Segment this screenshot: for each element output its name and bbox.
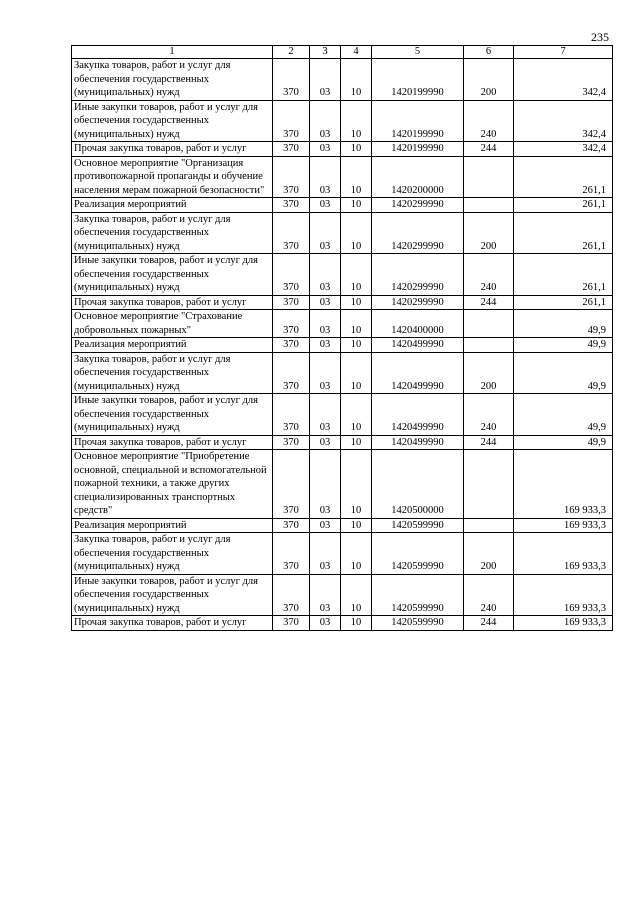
row-amount-cell: 49,9 [514, 352, 613, 394]
row-amount-cell: 261,1 [514, 212, 613, 254]
row-col4-cell: 10 [341, 435, 372, 450]
row-name-cell: Прочая закупка товаров, работ и услуг [72, 435, 273, 450]
table-row [72, 338, 613, 353]
row-col4-cell: 10 [341, 59, 372, 101]
table-row [72, 156, 613, 198]
row-col2-cell: 370 [273, 142, 310, 157]
row-name-cell: Прочая закупка товаров, работ и услуг [72, 295, 273, 310]
row-expense-type-cell: 200 [464, 352, 514, 394]
row-col3-cell: 03 [310, 254, 341, 296]
row-code-cell: 1420200000 [372, 156, 464, 198]
row-expense-type-cell [464, 338, 514, 353]
row-col3-cell: 03 [310, 59, 341, 101]
row-amount-cell: 169 933,3 [514, 616, 613, 631]
row-name-cell: Иные закупки товаров, работ и услуг для обеспечения государственных (муниципальных) нужд [72, 394, 273, 436]
row-col3-cell: 03 [310, 394, 341, 436]
table-row [72, 310, 613, 338]
row-code-cell: 1420400000 [372, 310, 464, 338]
row-name-cell: Основное мероприятие "Организация противопожарной пропаганды и обучение населения мерам пожарной безопасности" [72, 156, 273, 198]
row-col3-cell: 03 [310, 435, 341, 450]
row-code-cell: 1420499990 [372, 352, 464, 394]
row-name-cell: Закупка товаров, работ и услуг для обеспечения государственных (муниципальных) нужд [72, 59, 273, 101]
row-col2-cell: 370 [273, 450, 310, 519]
column-header-5: 5 [372, 46, 464, 59]
table-row [72, 518, 613, 533]
row-expense-type-cell: 244 [464, 295, 514, 310]
row-expense-type-cell [464, 518, 514, 533]
row-col3-cell: 03 [310, 518, 341, 533]
row-expense-type-cell [464, 156, 514, 198]
row-col2-cell: 370 [273, 533, 310, 575]
row-expense-type-cell: 244 [464, 616, 514, 631]
row-code-cell: 1420199990 [372, 59, 464, 101]
row-col3-cell: 03 [310, 533, 341, 575]
row-amount-cell: 261,1 [514, 254, 613, 296]
table-row [72, 100, 613, 142]
table-row [72, 616, 613, 631]
budget-table [71, 45, 613, 631]
row-col2-cell: 370 [273, 616, 310, 631]
row-code-cell: 1420499990 [372, 435, 464, 450]
row-code-cell: 1420499990 [372, 338, 464, 353]
row-amount-cell: 49,9 [514, 310, 613, 338]
row-col3-cell: 03 [310, 450, 341, 519]
table-row [72, 142, 613, 157]
row-col4-cell: 10 [341, 533, 372, 575]
row-col2-cell: 370 [273, 574, 310, 616]
row-col3-cell: 03 [310, 295, 341, 310]
row-code-cell: 1420299990 [372, 295, 464, 310]
row-col2-cell: 370 [273, 394, 310, 436]
row-amount-cell: 342,4 [514, 142, 613, 157]
table-row [72, 394, 613, 436]
row-col2-cell: 370 [273, 310, 310, 338]
row-expense-type-cell: 240 [464, 574, 514, 616]
table-body [72, 59, 613, 631]
row-col2-cell: 370 [273, 254, 310, 296]
row-code-cell: 1420199990 [372, 142, 464, 157]
row-code-cell: 1420599990 [372, 533, 464, 575]
table-row [72, 574, 613, 616]
row-name-cell: Закупка товаров, работ и услуг для обеспечения государственных (муниципальных) нужд [72, 352, 273, 394]
row-col4-cell: 10 [341, 295, 372, 310]
row-col2-cell: 370 [273, 352, 310, 394]
row-col2-cell: 370 [273, 198, 310, 213]
table-row [72, 435, 613, 450]
column-header-4: 4 [341, 46, 372, 59]
row-amount-cell: 49,9 [514, 338, 613, 353]
table-row [72, 450, 613, 519]
row-col4-cell: 10 [341, 156, 372, 198]
row-col4-cell: 10 [341, 212, 372, 254]
row-col4-cell: 10 [341, 100, 372, 142]
row-expense-type-cell: 240 [464, 100, 514, 142]
row-col3-cell: 03 [310, 212, 341, 254]
row-name-cell: Иные закупки товаров, работ и услуг для обеспечения государственных (муниципальных) нужд [72, 574, 273, 616]
row-amount-cell: 49,9 [514, 394, 613, 436]
row-col4-cell: 10 [341, 338, 372, 353]
row-name-cell: Иные закупки товаров, работ и услуг для обеспечения государственных (муниципальных) нужд [72, 100, 273, 142]
row-code-cell: 1420599990 [372, 616, 464, 631]
row-col2-cell: 370 [273, 59, 310, 101]
row-amount-cell: 169 933,3 [514, 518, 613, 533]
row-col3-cell: 03 [310, 352, 341, 394]
row-expense-type-cell [464, 310, 514, 338]
row-col3-cell: 03 [310, 574, 341, 616]
row-col2-cell: 370 [273, 295, 310, 310]
row-code-cell: 1420499990 [372, 394, 464, 436]
row-name-cell: Прочая закупка товаров, работ и услуг [72, 616, 273, 631]
row-col4-cell: 10 [341, 352, 372, 394]
row-code-cell: 1420599990 [372, 574, 464, 616]
row-code-cell: 1420199990 [372, 100, 464, 142]
row-col3-cell: 03 [310, 616, 341, 631]
row-expense-type-cell: 200 [464, 533, 514, 575]
row-col4-cell: 10 [341, 450, 372, 519]
row-code-cell: 1420299990 [372, 254, 464, 296]
column-header-2: 2 [273, 46, 310, 59]
row-col2-cell: 370 [273, 338, 310, 353]
row-col2-cell: 370 [273, 100, 310, 142]
table-row [72, 212, 613, 254]
row-amount-cell: 169 933,3 [514, 533, 613, 575]
row-code-cell: 1420599990 [372, 518, 464, 533]
row-amount-cell: 261,1 [514, 198, 613, 213]
row-name-cell: Закупка товаров, работ и услуг для обеспечения государственных (муниципальных) нужд [72, 212, 273, 254]
row-col2-cell: 370 [273, 518, 310, 533]
row-expense-type-cell: 244 [464, 142, 514, 157]
row-name-cell: Прочая закупка товаров, работ и услуг [72, 142, 273, 157]
row-col4-cell: 10 [341, 394, 372, 436]
row-expense-type-cell: 200 [464, 212, 514, 254]
row-col2-cell: 370 [273, 435, 310, 450]
row-amount-cell: 169 933,3 [514, 574, 613, 616]
row-amount-cell: 49,9 [514, 435, 613, 450]
row-col3-cell: 03 [310, 100, 341, 142]
row-name-cell: Основное мероприятие "Приобретение основной, специальной и вспомогательной пожарной техники, а также других специализированных транспортных средств" [72, 450, 273, 519]
row-name-cell: Основное мероприятие "Страхование добровольных пожарных" [72, 310, 273, 338]
row-expense-type-cell: 200 [464, 59, 514, 101]
row-col4-cell: 10 [341, 310, 372, 338]
row-amount-cell: 342,4 [514, 100, 613, 142]
row-expense-type-cell [464, 450, 514, 519]
column-header-7: 7 [514, 46, 613, 59]
table-row [72, 295, 613, 310]
row-col3-cell: 03 [310, 198, 341, 213]
row-expense-type-cell: 244 [464, 435, 514, 450]
row-expense-type-cell: 240 [464, 394, 514, 436]
row-col4-cell: 10 [341, 254, 372, 296]
page-number: 235 [591, 30, 609, 44]
row-col2-cell: 370 [273, 156, 310, 198]
column-header-6: 6 [464, 46, 514, 59]
row-amount-cell: 261,1 [514, 295, 613, 310]
row-code-cell: 1420500000 [372, 450, 464, 519]
row-col3-cell: 03 [310, 142, 341, 157]
row-name-cell: Иные закупки товаров, работ и услуг для обеспечения государственных (муниципальных) нужд [72, 254, 273, 296]
column-header-1: 1 [72, 46, 273, 59]
row-col3-cell: 03 [310, 310, 341, 338]
row-name-cell: Реализация мероприятий [72, 198, 273, 213]
column-header-3: 3 [310, 46, 341, 59]
row-amount-cell: 261,1 [514, 156, 613, 198]
table-row [72, 59, 613, 101]
row-col4-cell: 10 [341, 616, 372, 631]
table-row [72, 198, 613, 213]
row-col4-cell: 10 [341, 142, 372, 157]
row-col4-cell: 10 [341, 574, 372, 616]
row-expense-type-cell: 240 [464, 254, 514, 296]
row-col2-cell: 370 [273, 212, 310, 254]
table-row [72, 352, 613, 394]
row-amount-cell: 342,4 [514, 59, 613, 101]
row-code-cell: 1420299990 [372, 212, 464, 254]
row-name-cell: Реализация мероприятий [72, 518, 273, 533]
row-col4-cell: 10 [341, 518, 372, 533]
row-code-cell: 1420299990 [372, 198, 464, 213]
row-col3-cell: 03 [310, 156, 341, 198]
table-row [72, 254, 613, 296]
table-row [72, 533, 613, 575]
row-expense-type-cell [464, 198, 514, 213]
row-col3-cell: 03 [310, 338, 341, 353]
row-name-cell: Закупка товаров, работ и услуг для обеспечения государственных (муниципальных) нужд [72, 533, 273, 575]
row-col4-cell: 10 [341, 198, 372, 213]
table-header-row [72, 46, 613, 59]
row-name-cell: Реализация мероприятий [72, 338, 273, 353]
row-amount-cell: 169 933,3 [514, 450, 613, 519]
